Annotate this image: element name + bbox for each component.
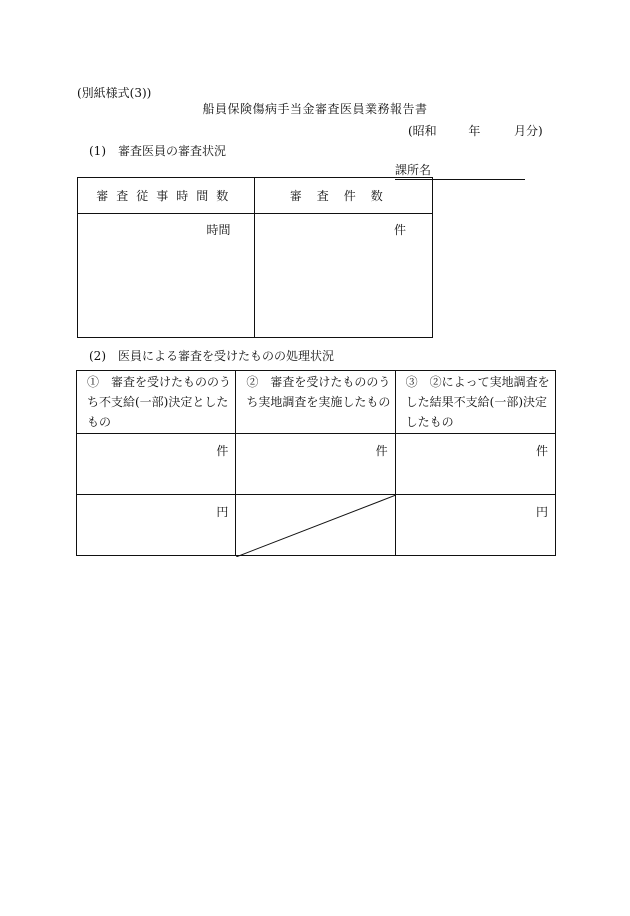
cell-survey-nonpayment-count[interactable]	[395, 434, 555, 495]
unit-count: 件	[216, 444, 229, 458]
header-review-hours: 審査従事時間数	[78, 178, 255, 214]
office-name-label: 課所名	[395, 163, 432, 177]
unit-yen: 円	[535, 505, 548, 519]
unit-count: 件	[535, 444, 548, 458]
period-era: (昭和	[408, 124, 437, 138]
document-title: 船員保険傷病手当金審査医員業務報告書	[202, 102, 428, 116]
cell-survey-nonpayment-amount[interactable]	[395, 495, 555, 556]
header-survey-nonpayment: ③ ②によって実地調査をした結果不支給(一部)決定したもの	[395, 371, 555, 434]
cell-nonpayment-count[interactable]	[77, 434, 236, 495]
unit-cases: 件	[393, 223, 406, 237]
unit-hours: 時間	[206, 223, 231, 237]
unit-count: 件	[375, 444, 388, 458]
cell-review-hours[interactable]	[78, 214, 255, 338]
processing-status-table	[76, 370, 556, 556]
cell-nonpayment-amount[interactable]	[77, 495, 236, 556]
header-review-cases: 審査件数	[255, 178, 433, 214]
header-field-survey: ② 審査を受けたもののうち実地調査を実施したもの	[236, 371, 395, 434]
section2-heading: (2) 医員による審査を受けたものの処理状況	[89, 349, 334, 363]
section1-heading: (1) 審査医員の審査状況	[89, 144, 226, 158]
header-nonpayment: ① 審査を受けたもののうち不支給(一部)決定としたもの	[77, 371, 236, 434]
diagonal-line	[236, 495, 396, 557]
report-period	[408, 122, 543, 139]
period-year: 年	[468, 124, 481, 138]
form-label: (別紙様式(3))	[77, 86, 152, 100]
cell-diagonal-blank	[236, 495, 395, 556]
unit-yen: 円	[216, 505, 229, 519]
cell-review-cases[interactable]	[255, 214, 433, 338]
review-status-table	[77, 177, 433, 338]
period-month: 月分)	[514, 124, 543, 138]
cell-survey-count[interactable]	[236, 434, 395, 495]
